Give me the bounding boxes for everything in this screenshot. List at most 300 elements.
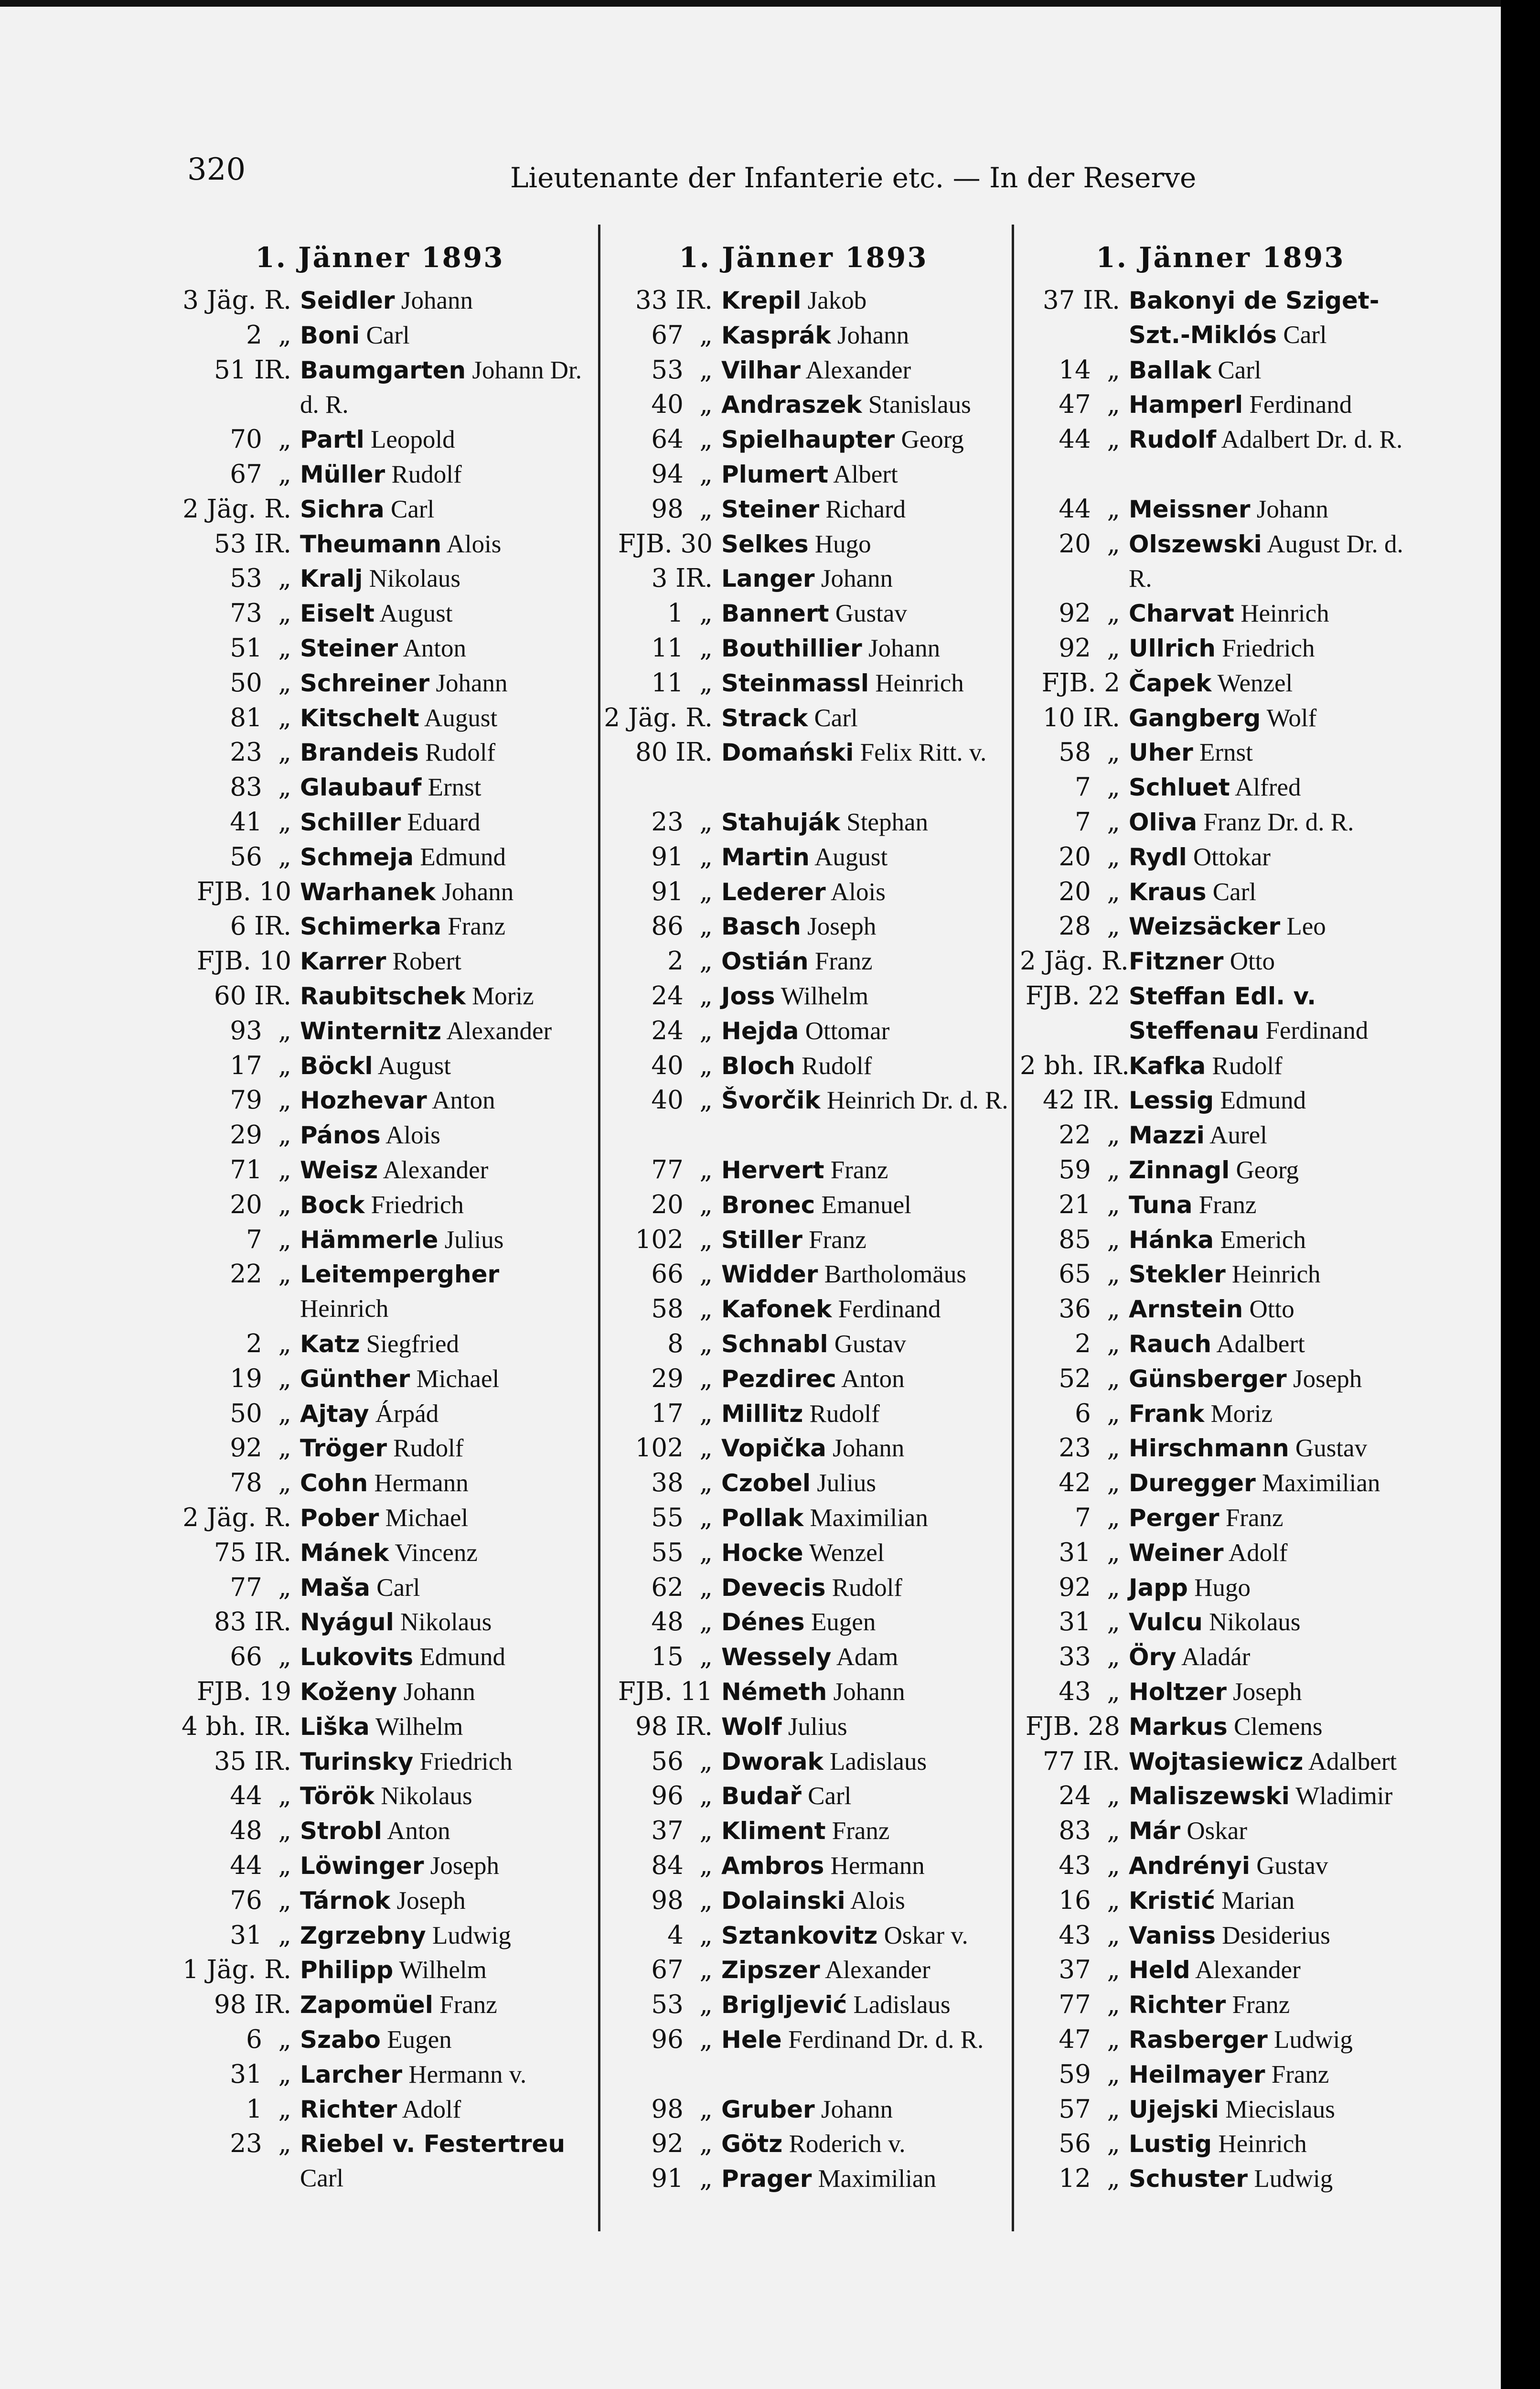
list-entry [1020, 283, 1430, 352]
entry-surname: Schnabl [721, 1330, 828, 1358]
entry-surname: Oliva [1129, 808, 1198, 836]
list-entry [177, 283, 591, 318]
entry-name [1129, 1779, 1430, 1813]
entry-given-name: Miecislaus [1219, 2095, 1335, 2123]
entry-given-name: Emerich [1214, 1226, 1306, 1254]
entry-given-name: Gustav [829, 600, 907, 628]
entry-unit: 37 „ [1059, 1955, 1120, 1985]
entry-unit: 42 „ [1059, 1468, 1120, 1498]
list-entry [177, 422, 591, 457]
list-entry [177, 2057, 591, 2092]
entry-surname: Schluet [1129, 774, 1230, 802]
entry-given-name: Franz [441, 913, 505, 941]
entry-given-name: Nikolaus [1202, 1608, 1301, 1636]
entry-surname: Hánka [1129, 1226, 1214, 1254]
entry-given-name: Carl [1277, 321, 1327, 349]
entry-surname: Sztankovitz [721, 1921, 878, 1949]
scan-right-edge [1501, 0, 1540, 2389]
entry-name [300, 1327, 591, 1361]
list-entry [177, 1466, 591, 1500]
entry-surname: Már [1129, 1817, 1181, 1845]
list-entry [1020, 701, 1430, 735]
entry-name [300, 840, 591, 874]
entry-given-name: Wenzel [1211, 669, 1293, 697]
entry-name [300, 1257, 591, 1326]
entry-given-name: Gustav [1289, 1434, 1368, 1463]
entry-unit: 7 „ [1075, 807, 1120, 837]
entry-name [721, 1779, 1013, 1813]
entry-unit: 98 IR. [635, 1711, 713, 1741]
entry-given-name: Adam [831, 1643, 898, 1671]
entry-given-name: Maximilian [812, 2165, 936, 2193]
list-entry [603, 1849, 1013, 1883]
entry-given-name: Carl [801, 1782, 852, 1810]
entry-surname: Günther [300, 1365, 410, 1393]
entry-unit: 2 „ [1075, 1329, 1120, 1358]
entry-surname: Strobl [300, 1817, 382, 1845]
entry-given-name: Wilhelm [775, 982, 869, 1010]
entry-name [721, 1466, 1013, 1500]
entry-name [300, 1223, 591, 1257]
entry-surname: Steffan Edl. v. Steffenau [1129, 982, 1316, 1044]
entry-unit: 67 „ [651, 320, 713, 350]
list-entry [603, 2162, 1013, 2196]
entry-unit: 59 „ [1059, 1155, 1120, 1184]
entry-name [721, 1327, 1013, 1361]
entry-surname: Perger [1129, 1504, 1219, 1532]
entry-surname: Langer [721, 565, 815, 593]
entry-given-name: Michael [410, 1365, 500, 1393]
entry-surname: Vopička [721, 1434, 826, 1463]
entry-surname: Holtzer [1129, 1678, 1227, 1706]
entry-name [721, 909, 1013, 944]
list-entry [603, 909, 1013, 944]
entry-given-name: Wolf [1261, 704, 1317, 732]
entry-unit: FJB. 22 [1025, 981, 1120, 1011]
entry-name [1129, 1223, 1430, 1257]
column-divider-1 [598, 225, 600, 2231]
entry-surname: Kristić [1129, 1886, 1215, 1915]
entry-unit: 37 IR. [1043, 286, 1120, 315]
entry-surname: Rudolf [1129, 426, 1217, 454]
entry-surname: Stiller [721, 1226, 802, 1254]
list-entry [1020, 1849, 1430, 1883]
list-entry [603, 283, 1013, 318]
entry-surname: Eiselt [300, 600, 375, 628]
entry-given-name: Edmund [1214, 1087, 1306, 1115]
entry-unit: 65 „ [1059, 1259, 1120, 1289]
entry-given-name: Adolf [397, 2095, 461, 2123]
list-entry [177, 701, 591, 735]
entry-name [1129, 1536, 1430, 1570]
entry-name [300, 1849, 591, 1883]
entry-surname: Pezdirec [721, 1365, 836, 1393]
entry-surname: Katz [300, 1330, 360, 1358]
entry-surname: Götz [721, 2130, 783, 2158]
entry-given-name: Roderich v. [782, 2130, 906, 2158]
entry-name [721, 1257, 1013, 1291]
entry-surname: Mazzi [1129, 1121, 1205, 1150]
list-entry [177, 1779, 591, 1813]
entry-surname: Wojtasiewicz [1129, 1747, 1304, 1776]
entry-unit: 6 IR. [230, 912, 291, 941]
entry-surname: Rasberger [1129, 2026, 1268, 2054]
list-entry [603, 1153, 1013, 1187]
entry-surname: Liška [300, 1712, 370, 1741]
list-entry [177, 457, 591, 492]
entry-surname: Pollak [721, 1504, 804, 1532]
entry-given-name: August [373, 1052, 451, 1080]
list-entry [1020, 1292, 1430, 1326]
list-entry [177, 1397, 591, 1431]
entry-unit: 91 „ [651, 2164, 713, 2194]
entry-given-name: Franz [824, 1156, 888, 1184]
entry-given-name: Johann [862, 635, 941, 662]
entry-given-name: Friedrich [364, 1191, 464, 1219]
entry-unit: 51 „ [230, 634, 291, 663]
entry-given-name: August [374, 600, 453, 628]
list-entry [603, 527, 1013, 561]
entry-given-name: Ferdinand [1259, 1017, 1369, 1044]
entry-name [300, 422, 591, 457]
entry-name [1129, 1744, 1430, 1779]
entry-surname: Steinmassl [721, 669, 869, 697]
entry-given-name: Alfred [1230, 774, 1301, 802]
entry-surname: Hervert [721, 1156, 824, 1184]
entry-surname: Lessig [1129, 1087, 1214, 1115]
entry-surname: Maša [300, 1573, 370, 1602]
entry-name [721, 2023, 1013, 2057]
entry-unit: 83 IR. [214, 1607, 291, 1637]
entry-given-name: Aurel [1204, 1121, 1267, 1150]
entry-unit: 31 „ [1059, 1607, 1120, 1637]
entry-name [300, 1988, 591, 2022]
list-entry [1020, 596, 1430, 631]
entry-name [1129, 1257, 1430, 1291]
entry-surname: Steiner [300, 635, 398, 662]
entry-unit: 11 „ [651, 634, 713, 663]
entry-given-name: Joseph [1226, 1678, 1302, 1706]
entry-name [300, 596, 591, 631]
entry-surname: Kliment [721, 1817, 826, 1845]
entry-name [1129, 1083, 1430, 1118]
entry-unit: 53 „ [230, 564, 291, 593]
entry-unit: 23 „ [230, 2129, 291, 2159]
entry-surname: Vilhar [721, 356, 801, 384]
entry-name [300, 1466, 591, 1500]
entry-given-name: Adolf [1223, 1539, 1288, 1567]
entry-surname: Winternitz [300, 1017, 442, 1045]
entry-name [1129, 1153, 1430, 1187]
entry-given-name: Adalbert [1211, 1330, 1305, 1358]
list-entry [1020, 909, 1430, 944]
entry-surname: Hocke [721, 1539, 803, 1567]
entry-name [300, 875, 591, 909]
entry-given-name: Eugen [804, 1608, 876, 1636]
entry-name [1129, 770, 1430, 805]
entry-unit: 24 „ [651, 1016, 713, 1045]
entry-surname: Millitz [721, 1399, 803, 1428]
entry-name [721, 1536, 1013, 1570]
entry-unit: 36 „ [1059, 1294, 1120, 1324]
entry-surname: Weizsäcker [1129, 913, 1281, 941]
list-entry [177, 1223, 591, 1257]
entry-name [300, 2023, 591, 2057]
list-entry [603, 1988, 1013, 2022]
entry-unit: 102 „ [635, 1225, 713, 1254]
entry-unit: 78 „ [230, 1468, 291, 1498]
list-entry [1020, 1536, 1430, 1570]
entry-name [1129, 1988, 1430, 2022]
entry-given-name: Michael [379, 1504, 469, 1532]
entry-given-name: Johann [397, 1678, 475, 1706]
entry-given-name: Oskar [1180, 1817, 1247, 1845]
entry-name [721, 1988, 1013, 2022]
entry-unit: 6 „ [1075, 1399, 1120, 1428]
entry-unit: 76 „ [230, 1885, 291, 1915]
entry-given-name: Ludwig [1267, 2026, 1353, 2054]
entry-surname: Dolainski [721, 1886, 845, 1915]
list-entry [603, 561, 1013, 596]
entry-name [1129, 596, 1430, 631]
entry-surname: Tárnok [300, 1886, 391, 1915]
entry-unit: 21 „ [1059, 1190, 1120, 1219]
list-entry [177, 1744, 591, 1779]
entry-unit: 43 „ [1059, 1677, 1120, 1706]
entry-surname: Bock [300, 1191, 365, 1219]
entry-surname: Kitschelt [300, 704, 419, 732]
entry-unit: 98 „ [651, 494, 713, 524]
entry-given-name: Johann [395, 287, 473, 314]
entry-given-name: Heinrich [1212, 2130, 1307, 2158]
entry-surname: Löwinger [300, 1852, 424, 1880]
entry-name [1129, 1814, 1430, 1848]
entry-surname: Kasprák [721, 321, 831, 349]
entry-unit: 55 „ [651, 1503, 713, 1532]
entry-name [721, 701, 1013, 735]
entry-surname: Hejda [721, 1017, 799, 1045]
list-entry [177, 1083, 591, 1118]
list-entry [1020, 1431, 1430, 1465]
entry-unit: 23 „ [230, 738, 291, 767]
entry-unit: 56 „ [651, 1746, 713, 1776]
entry-name [300, 2057, 591, 2092]
list-entry [603, 979, 1013, 1013]
entry-unit: 83 „ [230, 773, 291, 802]
list-entry [603, 1049, 1013, 1083]
list-entry [603, 1918, 1013, 1953]
list-entry [177, 1571, 591, 1605]
entry-unit: 20 „ [651, 1190, 713, 1219]
entry-name [300, 527, 591, 561]
entry-unit: 98 „ [651, 2094, 713, 2124]
list-entry [1020, 1223, 1430, 1257]
entry-unit: 16 „ [1059, 1885, 1120, 1915]
list-entry [177, 1849, 591, 1883]
list-entry [1020, 666, 1430, 700]
entry-unit: 20 „ [230, 1190, 291, 1219]
list-entry [177, 735, 591, 770]
entry-unit: 7 „ [1075, 773, 1120, 802]
entry-unit: 31 „ [1059, 1538, 1120, 1567]
entry-surname: Hele [721, 2026, 782, 2054]
page-header [0, 152, 1540, 195]
list-entry [1020, 1501, 1430, 1535]
list-entry [1020, 1188, 1430, 1222]
entry-name [721, 1605, 1013, 1639]
entry-surname: Schreiner [300, 669, 430, 697]
entry-surname: Wolf [721, 1712, 782, 1741]
list-entry [1020, 875, 1430, 909]
entry-unit: 77 „ [1059, 1990, 1120, 2020]
entry-surname: Leitempergher [300, 1260, 500, 1289]
entry-given-name: Wilhelm [393, 1956, 487, 1984]
entry-surname: Zapomüel [300, 1991, 433, 2019]
entry-surname: Strack [721, 704, 808, 732]
list-entry [1020, 2057, 1430, 2092]
entry-unit: 50 „ [230, 668, 291, 698]
entry-name [1129, 1953, 1430, 1987]
entry-surname: Domański [721, 739, 854, 767]
entry-unit: 71 „ [230, 1155, 291, 1184]
column-heading: 1. Jänner 1893 [255, 241, 504, 274]
entry-unit: 83 „ [1059, 1816, 1120, 1846]
list-entry [603, 1675, 1013, 1709]
entry-surname: Fitzner [1129, 947, 1224, 976]
entry-surname: Bakonyi de Sziget-Szt.-Miklós [1129, 287, 1380, 349]
entry-unit: 7 „ [246, 1225, 291, 1254]
entry-name [721, 1953, 1013, 1987]
list-entry [177, 1501, 591, 1535]
entry-unit: FJB. 10 [196, 877, 291, 906]
list-entry [177, 2092, 591, 2127]
entry-surname: Prager [721, 2165, 812, 2193]
entry-given-name: August [419, 704, 498, 732]
entry-given-name: Joseph [390, 1886, 466, 1915]
entry-given-name: Johann [814, 2095, 893, 2123]
entry-surname: Karrer [300, 947, 386, 976]
entry-name [300, 1883, 591, 1918]
entry-unit: 55 „ [651, 1538, 713, 1567]
entry-surname: Müller [300, 461, 385, 488]
entry-given-name: Anton [382, 1817, 450, 1845]
entry-name [721, 1883, 1013, 1918]
entry-name [1129, 353, 1430, 387]
entry-unit: FJB. 2 [1041, 668, 1120, 698]
entry-given-name: Alois [825, 878, 886, 906]
entry-unit: 23 „ [1059, 1433, 1120, 1463]
entry-unit: 53 „ [651, 1990, 713, 2020]
list-entry [1020, 1883, 1430, 1918]
entry-given-name: Carl [384, 495, 435, 523]
entry-surname: Pános [300, 1121, 381, 1150]
entry-given-name: Heinrich Dr. d. R. [820, 1087, 1008, 1115]
entry-unit: 77 „ [230, 1572, 291, 1602]
entry-given-name: Gustav [1250, 1852, 1328, 1880]
column-heading: 1. Jänner 1893 [1096, 241, 1345, 274]
entry-unit: 67 „ [651, 1955, 713, 1985]
entry-unit: 40 „ [651, 1051, 713, 1080]
entry-given-name: Georg [895, 426, 964, 454]
entry-unit: 58 „ [1059, 738, 1120, 767]
entry-surname: Zipszer [721, 1956, 820, 1984]
entry-name [721, 353, 1013, 387]
entry-given-name: Hermann v. [402, 2060, 527, 2088]
entry-given-name: Otto [1243, 1295, 1294, 1324]
entry-given-name: Moriz [1204, 1399, 1273, 1428]
entry-unit: 56 „ [1059, 2129, 1120, 2159]
list-entry [603, 1571, 1013, 1605]
entry-name [721, 1292, 1013, 1326]
entry-surname: Lukovits [300, 1643, 414, 1671]
entry-unit: 92 „ [651, 2129, 713, 2159]
entry-surname: Stekler [1129, 1260, 1226, 1289]
list-entry [603, 1501, 1013, 1535]
entry-name [721, 735, 1013, 770]
entry-given-name: Ladislaus [847, 1991, 951, 2019]
entry-surname: Maliszewski [1129, 1782, 1290, 1810]
entry-name [1129, 1710, 1430, 1744]
entry-unit: 17 „ [230, 1051, 291, 1080]
entry-given-name: Rudolf [385, 461, 462, 488]
list-entry [1020, 805, 1430, 839]
entry-name [300, 770, 591, 805]
entry-unit: 33 „ [1059, 1642, 1120, 1672]
entry-given-name: Leopold [364, 426, 455, 454]
entry-unit: 29 „ [230, 1120, 291, 1150]
entry-name [1129, 1883, 1430, 1918]
entry-unit: 64 „ [651, 425, 713, 454]
entry-unit: 94 „ [651, 460, 713, 489]
entry-unit: 81 „ [230, 703, 291, 732]
list-entry [603, 1779, 1013, 1813]
entry-surname: Vaniss [1129, 1921, 1216, 1949]
list-entry [177, 1431, 591, 1465]
entry-name [721, 1640, 1013, 1674]
list-entry [603, 631, 1013, 666]
list-entry [1020, 1397, 1430, 1431]
entry-given-name: Rudolf [386, 1434, 464, 1463]
list-entry [1020, 422, 1430, 457]
entry-given-name: Wilhelm [369, 1712, 463, 1741]
list-entry [177, 2023, 591, 2057]
entry-name [1129, 631, 1430, 666]
entry-name [1129, 2057, 1430, 2092]
entry-surname: Gruber [721, 2095, 815, 2123]
entry-name [300, 701, 591, 735]
list-entry [603, 1640, 1013, 1674]
list-entry [177, 1536, 591, 1570]
entry-surname: Joss [721, 982, 775, 1010]
page-number: 320 [187, 152, 246, 187]
entry-name [1129, 2023, 1430, 2057]
list-entry [177, 805, 591, 839]
entry-unit: 56 „ [230, 842, 291, 872]
list-entry [603, 701, 1013, 735]
list-entry [603, 1953, 1013, 1987]
entry-name [721, 1571, 1013, 1605]
entry-unit: 91 „ [651, 842, 713, 872]
list-entry [1020, 770, 1430, 805]
list-entry [177, 1640, 591, 1674]
entry-given-name: Maximilian [1255, 1469, 1380, 1497]
list-entry [1020, 2023, 1430, 2057]
entry-unit: 24 „ [1059, 1781, 1120, 1811]
entry-name [300, 1675, 591, 1709]
list-entry [177, 666, 591, 700]
entry-surname: Riebel v. Festertreu [300, 2130, 566, 2158]
list-entry [177, 561, 591, 596]
